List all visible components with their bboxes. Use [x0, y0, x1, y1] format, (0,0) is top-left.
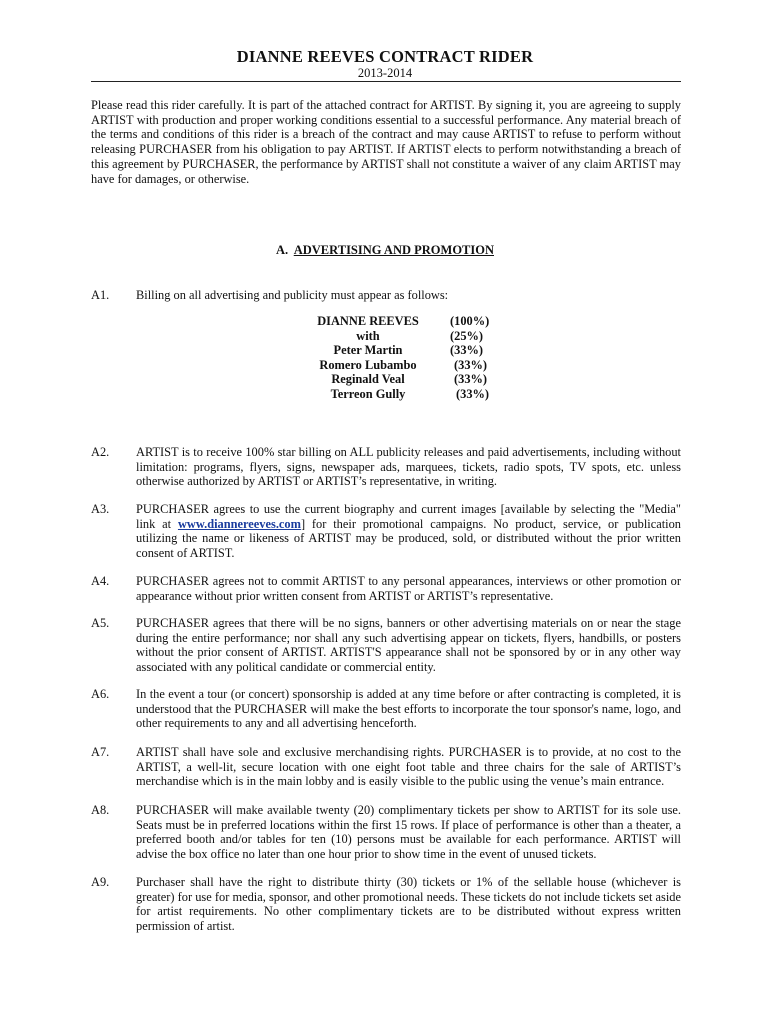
item-a1	[91, 288, 681, 303]
item-number: A9.	[91, 875, 110, 889]
billing-row	[300, 343, 510, 358]
billing-name: Peter Martin	[333, 343, 403, 358]
document-year: 2013-2014	[357, 66, 413, 80]
billing-percent: (33%)	[454, 357, 488, 372]
item-number: A5.	[91, 616, 110, 630]
item-number: A7.	[91, 745, 110, 759]
billing-name: Reginald Veal	[331, 372, 405, 387]
item-text-after: ] for their promotional campaigns. No product, service, or publication utilizing the name or likeness of ARTIST may be produced, sold, or distributed without the prior written consent of ARTIST.	[136, 516, 681, 561]
item-number: A4.	[91, 574, 110, 588]
billing-name: DIANNE REEVES	[317, 314, 419, 328]
item-number: A3.	[91, 502, 110, 516]
item-text: ARTIST shall have sole and exclusive merchandising rights. PURCHASER is to provide, at no cost to the ARTIST, a well-lit, secure location with one eight foot table and three chairs for the sale of ARTIST’s merchandise which is in the main lobby and is easily visible to the public using the venue’s main entrance.	[136, 745, 681, 789]
item-number: A2.	[91, 445, 110, 459]
item-a5	[91, 616, 681, 675]
intro-paragraph: Please read this rider carefully. It is part of the attached contract for ARTIST. By signing it, you are agreeing to supply ARTIST with production and proper working conditions essential to a successful performance. Any material breach of the terms and conditions of this rider is a breach of the contract and may cause ARTIST to refuse to perform without releasing PURCHASER from his obligation to pay ARTIST. If ARTIST elects to perform notwithstanding a breach of this agreement by PURCHASER, the performance by ARTIST shall not constitute a waiver of any claim ARTIST may have for damages, or otherwise.	[91, 98, 681, 186]
item-a7	[91, 745, 681, 789]
item-a4	[91, 574, 681, 603]
item-a6	[91, 687, 681, 731]
item-text: PURCHASER agrees that there will be no signs, banners or other advertising materials on or near the stage during the entire performance; nor shall any such advertising appear on tickets, flyers, handbills, or posters without the prior consent of ARTIST. ARTIST'S appearance shall not be sponsored by or in any other way associated with any political candidate or commercial entity.	[136, 616, 681, 675]
item-text	[136, 502, 681, 561]
item-a9	[91, 875, 681, 934]
item-number: A8.	[91, 803, 110, 817]
item-text: PURCHASER will make available twenty (20) complimentary tickets per show to ARTIST for its sole use. Seats must be in preferred locations within the first 15 rows. If place of performance is other than a theater, a preferred booth and/or tables for ten (10) persons must be available for each performance. ARTIST will advise the box office no later than one hour prior to show time in the event of unused tickets.	[136, 803, 681, 862]
billing-row	[300, 329, 510, 344]
section-prefix: A.	[276, 243, 289, 257]
billing-row	[300, 314, 510, 329]
billing-row	[300, 372, 510, 387]
item-number: A1.	[91, 288, 110, 302]
website-link[interactable]: www.diannereeves.com	[177, 516, 301, 531]
item-text-before: PURCHASER agrees to use the current biography and current images [available by selecting the "Media" link at	[136, 502, 681, 531]
section-title: ADVERTISING AND PROMOTION	[293, 243, 494, 257]
item-text: ARTIST is to receive 100% star billing on ALL publicity releases and paid advertisements, including without limitation: programs, flyers, signs, newspaper ads, marquees, tickets, radio spots, TV spots, etc. unless otherwise authorized by ARTIST or ARTIST’s representative, in writing.	[136, 445, 681, 489]
item-text: PURCHASER agrees not to commit ARTIST to any personal appearances, interviews or other promotion or appearance without prior written consent from ARTIST or ARTIST’s representative.	[136, 574, 681, 603]
billing-list	[300, 314, 510, 402]
billing-percent: (33%)	[450, 343, 484, 358]
billing-row	[300, 358, 510, 373]
billing-percent: (33%)	[454, 372, 488, 387]
billing-percent: (25%)	[450, 328, 484, 343]
billing-name: Terreon Gully	[330, 386, 406, 401]
title-rule	[91, 81, 681, 82]
document-title: DIANNE REEVES CONTRACT RIDER	[236, 47, 534, 66]
item-text: In the event a tour (or concert) sponsorship is added at any time before or after contracting is completed, it is understood that the PURCHASER will make the best efforts to incorporate the tour sponsor's name, logo, and other requirements to any and all advertising henceforth.	[136, 687, 681, 731]
billing-percent: (100%)	[450, 314, 490, 328]
item-text: Billing on all advertising and publicity must appear as follows:	[136, 288, 449, 302]
item-a2	[91, 445, 681, 489]
item-text: Purchaser shall have the right to distribute thirty (30) tickets or 1% of the sellable house (whichever is greater) for use for media, sponsor, and other promotional needs. These tickets do not include tickets set aside for artist requirements. No other complimentary tickets are to be distributed without express written permission of artist.	[136, 875, 681, 934]
billing-name: with	[356, 328, 380, 343]
section-heading	[0, 243, 770, 258]
billing-row	[300, 387, 510, 402]
billing-percent: (33%)	[456, 386, 490, 401]
item-number: A6.	[91, 687, 110, 701]
billing-name: Romero Lubambo	[319, 357, 417, 372]
item-a8	[91, 803, 681, 862]
item-a3	[91, 502, 681, 561]
